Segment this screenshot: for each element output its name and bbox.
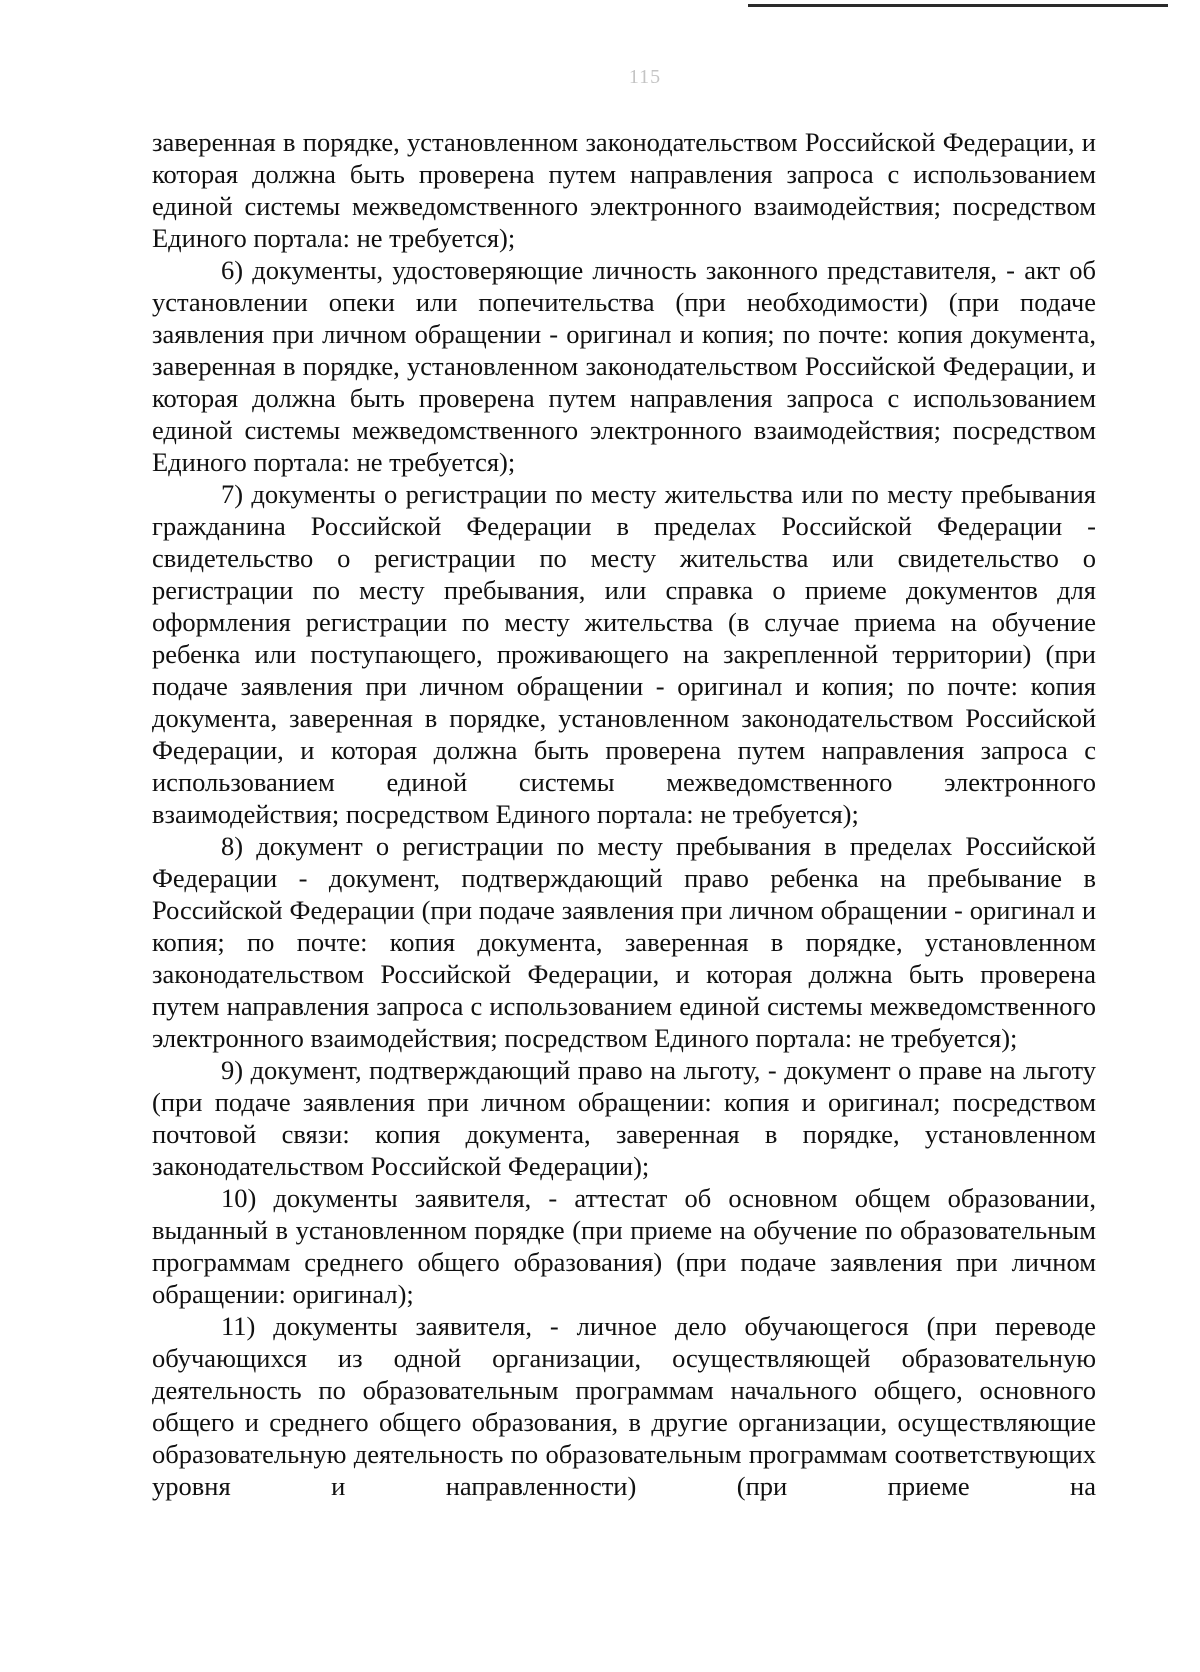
paragraph-item-8: 8) документ о регистрации по месту пребывания в пределах Российской Федерации - документ, подтверждающий право ребенка на пребывание в Российской Федерации (при подаче заявления при личном обращении - оригинал и копия; по почте: копия документа, заверенная в порядке, установленном законодательством Российской Федерации, и которая должна быть проверена путем направления запроса с использованием единой системы межведомственного электронного взаимодействия; посредством Единого портала: не требуется); [152,831,1096,1053]
paragraph-item-7: 7) документы о регистрации по месту жительства или по месту пребывания гражданина Российской Федерации в пределах Российской Федерации - свидетельство о регистрации по месту жительства или свидетельство о регистрации по месту пребывания, или справка о приеме документов для оформления регистрации по месту жительства (в случае приема на обучение ребенка или поступающего, проживающего на закрепленной территории) (при подаче заявления при личном обращении - оригинал и копия; по почте: копия документа, заверенная в порядке, установленном законодательством Российской Федерации, и которая должна быть проверена путем направления запроса с использованием единой системы межведомственного электронного взаимодействия; посредством Единого портала: не требуется); [152,479,1096,829]
paragraph-item-9: 9) документ, подтверждающий право на льготу, - документ о праве на льготу (при подаче заявления при личном обращении: копия и оригинал; посредством почтовой связи: копия документа, заверенная в порядке, установленном законодательством Российской Федерации); [152,1055,1096,1181]
paragraph-item-6: 6) документы, удостоверяющие личность законного представителя, - акт об установлении опеки или попечительства (при необходимости) (при подаче заявления при личном обращении - оригинал и копия; по почте: копия документа, заверенная в порядке, установленном законодательством Российской Федерации, и которая должна быть проверена путем направления запроса с использованием единой системы межведомственного электронного взаимодействия; посредством Единого портала: не требуется); [152,255,1096,477]
paragraph-item-10: 10) документы заявителя, - аттестат об основном общем образовании, выданный в установленном порядке (при приеме на обучение по образовательным программам среднего общего образования) (при подаче заявления при личном обращении: оригинал); [152,1183,1096,1309]
paragraph-continuation: заверенная в порядке, установленном законодательством Российской Федерации, и которая должна быть проверена путем направления запроса с использованием единой системы межведомственного электронного взаимодействия; посредством Единого портала: не требуется); [152,127,1096,253]
document-body [152,126,1096,1502]
page-number: 115 [628,66,662,88]
top-rule [748,4,1168,7]
paragraph-item-11: 11) документы заявителя, - личное дело обучающегося (при переводе обучающихся из одной организации, осуществляющей образовательную деятельность по образовательным программам начального общего, основного общего и среднего общего образования, в другие организации, осуществляющие образовательную деятельность по образовательным программам соответствующих уровня и направленности) (при приеме на [152,1311,1096,1501]
